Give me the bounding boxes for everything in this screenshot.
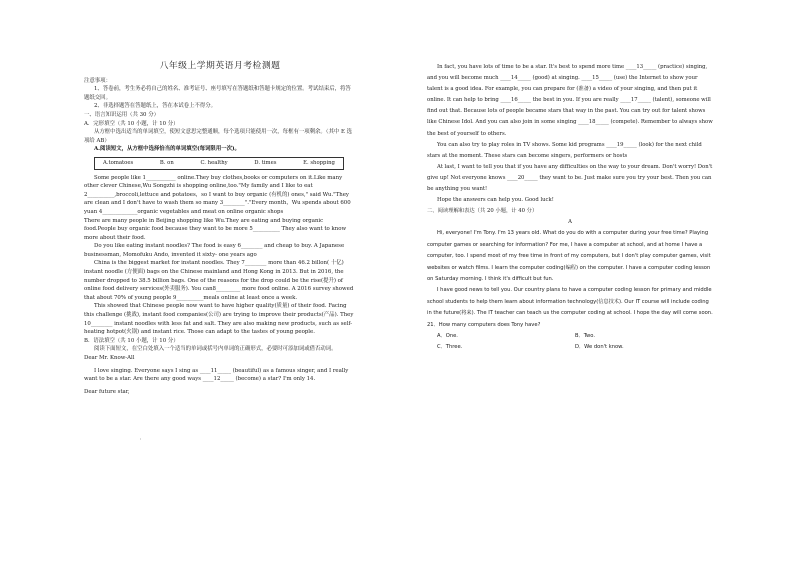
part-a-instructions: 从方框中选出适当的单词填空，使短文意思完整通顺，每个选项只能使用一次，每框有一项剩余。（其中 E 选项给 AB） — [84, 129, 353, 144]
reply-paragraph-1: In fact, you have lots of time to be a star. It's best to spend more time ____13_____ (practice) singing, and you will become much ____14_____ (good) at singing. ____15_____ (use) the Internet to show your talent is a good idea. For example, you can prepare for (准备) a video of your singing, and then put it online. It can help to bring ____16_____ the best in you. If you are really ____17_____ (talent), someone will find out that. Because lots of people became stars that way in the past. You can try out for talent shows like Chinese Idol. And you can also join in some singing ____18_____ (compete). Remember to always show the best of yourself to others. — [427, 64, 713, 137]
part-b-heading: B．语法填空（共 10 小题，计 10 分） — [84, 337, 179, 344]
answer-option-d[interactable]: D．We don't know. — [575, 344, 624, 351]
question-21: 21．How many computers does Tony have? — [427, 321, 541, 328]
section-2-heading: 二、阅读理解和表达（共 20 小题，计 40 分） — [427, 208, 538, 215]
word-option: D. times — [254, 159, 277, 166]
passage-paragraph-2: I have good news to tell you. Our country plans to have a computer coding lesson for primary and middle school students to help them learn about information technology(信息技术). Our IT course will include coding in the future(将来). The IT teacher can teach us the computer coding at school. I hope the day will come soon. — [427, 287, 713, 317]
part-a-heading: A．完形填空（共 10 小题，计 10 分） — [84, 120, 179, 127]
cloze-paragraph-5: This showed that Chinese people now want to have higher quality(质量) of their food. Facing this challenge (挑战), instant food companies(公司) are trying to improve their products(产品). They 10________ instant noodles with less fat and salt. They are also making new products, such as self-heating hotpot(火锅) and instant rice. Those can adapt to the tastes of young people. — [84, 303, 354, 336]
page-title: 八年级上学期英语月考检测题 — [159, 61, 281, 71]
answer-options-row — [427, 342, 713, 353]
word-option: C. healthy — [200, 159, 228, 166]
notice-item-1: 1、答卷前，考生务必将自己的姓名、准考证号、座号填写在答题纸和答题卡规定的位置。考试结束后，将答题纸交回。 — [84, 86, 351, 101]
word-option: A.tomatoes — [103, 159, 134, 166]
cloze-paragraph-1: Some people like 1___________ online.They buy clothes,books or computers on it.Like many other clever Chinese,Wu Songzhi is shopping online,too."My family and I like to eat 2__________,broccoli,lettuce and potatoes，so I want to buy organic (有机的) ones," said Wu."They are clean and I don't have to wash them so many 3________"."Every month，Wu spends about 600 yuan 4_____________organic vegetables and meat on online organic shops — [84, 174, 351, 215]
answer-option-c[interactable]: C．Three. — [437, 344, 463, 351]
cloze-paragraph-4: China is the biggest market for instant noodles. They 7________ more than 46.2 billon( 十亿) instant noodle (方便面) bags on the Chinese mainland and Hong Kong in 2013. But in 2016, the number dropped to 38.5 billion bags. One of the reasons for the drop could be the rise(提升) of online food delivery services(外卖服务). You can8_________ more food online. A 2016 survey showed that about 70% of young people 9__________meals online at least once a week. — [84, 260, 354, 301]
word-option: E. shopping — [303, 159, 335, 166]
cloze-paragraph-3: Do you like eating instant noodles? The food is easy 6________ and cheap to buy. A Japanese businessman, Momofuku Ando, invented it sixty- one years ago — [84, 243, 345, 258]
reading-passage-a — [427, 228, 713, 353]
left-column — [84, 62, 356, 396]
reply-signoff: Dear future star, — [84, 388, 130, 395]
reply-closing: Hope the answers can help you. Good luck! — [437, 197, 554, 204]
notice-heading: 注意事项： — [84, 77, 111, 84]
reading-instructions: A.阅读短文，从方框中选择恰当的单词填空(每词限用一次)。 — [94, 146, 240, 153]
word-option: B. on — [159, 159, 174, 166]
passage-a-label: A — [568, 219, 572, 226]
word-bank-box — [94, 157, 344, 170]
letter-paragraph: I love singing. Everyone says I sing as ____11_____ (beautiful) as a famous singer, and I really want to be a star. Are there any good ways ____12_____ (become) a star? I'm only 14. — [84, 367, 349, 383]
notice-item-2: 2、非选择题答在答题纸上，答在本试卷上不得分。 — [94, 103, 217, 110]
answer-options-row — [427, 331, 713, 342]
cloze-paragraph-2: There are many people in Beijing shopping like Wu.They are eating and buying organic food.People buy organic food because they want to be more 5__________ They also want to know more about their food. — [84, 217, 347, 241]
answer-option-a[interactable]: A．One. — [437, 333, 458, 340]
reply-paragraph-3: At last, I want to tell you that if you have any difficulties on the way to your dream. Don't worry! Don't give up! Not everyone knows ____20_____ they want to be. Just make sure you try your best. Then you can be anything you want! — [427, 163, 713, 193]
passage-paragraph-1: Hi, everyone! I'm Tony. I'm 13 years old. What do you do with a computer during your free time? Playing computer games or searching for information? For me, I have a computer at school, and at home I have a computer, too. I spend most of my free time in front of my computers, but I don't play computer games, visit websites or watch films. I learn the computer coding(编程) on the computer. I have a computer coding lesson on Saturday morning. I think it's difficult but fun. — [427, 230, 711, 283]
answer-option-b[interactable]: B．Two. — [575, 333, 596, 340]
section-1-heading: 一、语言知识运用（共 30 分） — [84, 111, 159, 118]
letter-salutation: Dear Mr. Know-All — [84, 355, 135, 361]
right-column — [427, 62, 713, 354]
stray-mark: ' — [140, 437, 142, 442]
reply-paragraph-2: You can also try to play roles in TV shows. Some kid programs ____19_____ (look) for the next child stars at the moment. These stars can become singers, performers or hosts — [427, 141, 702, 159]
part-b-instructions: 阅读下面短文，在空白处填入一个适当的单词或括号内单词的正确形式，必要时可添加词或借否动词。 — [94, 346, 337, 353]
